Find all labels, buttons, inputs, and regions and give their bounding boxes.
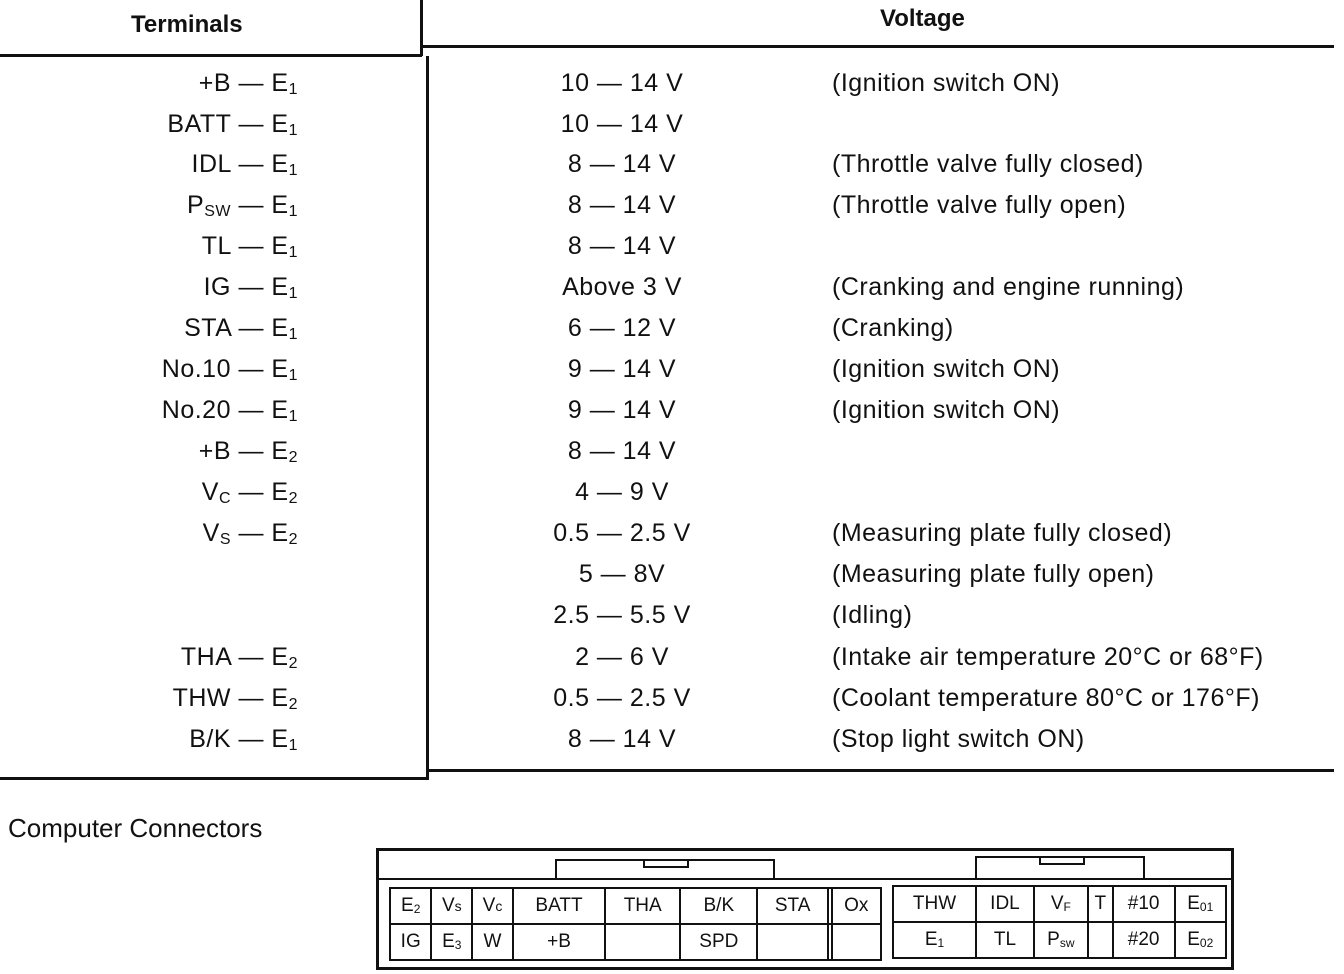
voltage-value: 8 — 14 V	[567, 191, 677, 219]
terminal-a: No.20	[161, 396, 231, 424]
terminal-a: P	[187, 191, 205, 219]
connector-row	[893, 886, 1226, 922]
connector-pin: IDL	[976, 886, 1034, 922]
connector-block-left	[389, 887, 882, 961]
dash-separator: —	[231, 684, 272, 712]
connector-pin: $E_{01}$	[1175, 886, 1226, 922]
connector-row	[390, 888, 881, 924]
dash-separator: —	[231, 643, 272, 671]
voltage-value: 9 — 14 V	[567, 396, 677, 424]
voltage-value: 9 — 14 V	[567, 355, 677, 383]
voltage-value: 10 — 14 V	[560, 110, 684, 138]
dash-separator: —	[231, 191, 272, 219]
terminal-b-subscript: 1	[288, 162, 298, 179]
test-condition: (Coolant temperature 80°C or 176°F)	[832, 684, 1260, 712]
terminal-b: E	[271, 684, 289, 712]
connector-pin: THW	[893, 886, 976, 922]
terminal-pair	[8, 725, 298, 755]
connector-block-right	[892, 885, 1227, 959]
connector-pin: SPD	[680, 924, 757, 960]
connector-pin	[757, 924, 827, 960]
dash-separator: —	[231, 478, 272, 506]
connector-pin: #20	[1113, 922, 1175, 958]
terminal-b-subscript: 2	[288, 655, 298, 672]
terminal-b-subscript: 1	[288, 326, 298, 343]
dash-separator: —	[231, 150, 272, 178]
connector-pin: $E_2$	[390, 888, 431, 924]
voltage-value: 0.5 — 2.5 V	[553, 519, 691, 547]
connector-pin: $V_F$	[1034, 886, 1088, 922]
connector-pin: $E_1$	[893, 922, 976, 958]
connector-pin	[1088, 922, 1113, 958]
test-condition: (Ignition switch ON)	[832, 69, 1061, 97]
terminal-b-subscript: 1	[288, 408, 298, 425]
terminal-b: E	[271, 69, 289, 97]
terminal-a: THA	[180, 643, 231, 671]
terminal-a: TL	[201, 232, 231, 260]
connector-pin: $P_{sw}$	[1034, 922, 1088, 958]
terminal-b-subscript: 1	[288, 285, 298, 302]
terminal-b-subscript: 1	[288, 203, 298, 220]
dash-separator: —	[231, 273, 272, 301]
terminal-a: IG	[203, 273, 231, 301]
terminal-a: STA	[184, 314, 231, 342]
connector-pin: #10	[1113, 886, 1175, 922]
terminal-b: E	[271, 232, 289, 260]
voltage-value: 8 — 14 V	[567, 437, 677, 465]
computer-connector-diagram	[376, 848, 1234, 970]
connector-pin: THA	[605, 888, 680, 924]
terminal-b-subscript: 1	[288, 367, 298, 384]
connector-pin: IG	[390, 924, 431, 960]
voltage-value: Above 3 V	[562, 273, 682, 301]
connector-pin: BATT	[513, 888, 605, 924]
terminal-b-subscript: 2	[288, 449, 298, 466]
connector-pin: Vs	[431, 888, 472, 924]
terminal-a-subscript: C	[218, 490, 231, 507]
test-condition: (Ignition switch ON)	[832, 355, 1061, 383]
terminal-b: E	[271, 725, 289, 753]
terminal-b-subscript: 1	[288, 244, 298, 261]
connector-pin: W	[472, 924, 513, 960]
connector-pin: T	[1088, 886, 1113, 922]
connector-pin: Vc	[472, 888, 513, 924]
voltage-value: 8 — 14 V	[567, 232, 677, 260]
connector-pin: $E_{02}$	[1175, 922, 1226, 958]
terminal-pair	[8, 232, 298, 262]
terminal-b: E	[271, 273, 289, 301]
test-condition: (Cranking)	[832, 314, 954, 342]
dash-separator: —	[231, 437, 272, 465]
terminal-b: E	[271, 437, 289, 465]
connectors-title: Computer Connectors	[8, 813, 263, 843]
terminal-b: E	[271, 314, 289, 342]
terminal-b: E	[271, 478, 289, 506]
connector-pin: +B	[513, 924, 605, 960]
terminal-b: E	[271, 519, 289, 547]
test-condition: (Throttle valve fully closed)	[832, 150, 1144, 178]
test-condition: (Idling)	[832, 601, 913, 629]
bottom-rule-left	[0, 777, 428, 780]
terminal-pair	[8, 684, 298, 714]
test-condition: (Ignition switch ON)	[832, 396, 1061, 424]
voltage-value: 8 — 14 V	[567, 725, 677, 753]
terminal-a: No.10	[161, 355, 231, 383]
voltage-value: 8 — 14 V	[567, 150, 677, 178]
terminal-pair	[8, 643, 298, 673]
dash-separator: —	[231, 110, 272, 138]
terminal-b-subscript: 2	[288, 696, 298, 713]
terminal-pair	[8, 355, 298, 385]
dash-separator: —	[231, 396, 272, 424]
voltage-header: Voltage	[880, 5, 965, 32]
dash-separator: —	[231, 232, 272, 260]
terminal-pair	[8, 478, 298, 508]
terminal-b: E	[271, 110, 289, 138]
connector-pin: TL	[976, 922, 1034, 958]
terminal-pair	[8, 110, 298, 140]
connector-pin	[832, 924, 881, 960]
terminal-pair	[8, 314, 298, 344]
terminal-a: V	[201, 478, 219, 506]
connector-pin: B/K	[680, 888, 757, 924]
test-condition: (Cranking and engine running)	[832, 273, 1185, 301]
terminal-b: E	[271, 643, 289, 671]
voltage-value: 6 — 12 V	[567, 314, 677, 342]
dash-separator: —	[231, 314, 272, 342]
test-condition: (Stop light switch ON)	[832, 725, 1085, 753]
connector-pin: Ox	[832, 888, 881, 924]
connector-row	[390, 924, 881, 960]
connector-latch-left-slot	[643, 859, 689, 868]
terminal-b: E	[271, 355, 289, 383]
terminal-pair	[8, 437, 298, 467]
terminal-pair	[8, 396, 298, 426]
terminal-a-subscript: S	[219, 531, 231, 548]
connector-row	[893, 922, 1226, 958]
dash-separator: —	[231, 69, 272, 97]
voltage-value: 2 — 6 V	[575, 643, 669, 671]
bottom-rule-right	[428, 769, 1334, 772]
voltage-value: 0.5 — 2.5 V	[553, 684, 691, 712]
terminal-b-subscript: 1	[288, 737, 298, 754]
voltage-value: 2.5 — 5.5 V	[553, 601, 691, 629]
terminals-header: Terminals	[131, 11, 243, 38]
terminal-pair	[8, 519, 298, 549]
terminal-a: B/K	[189, 725, 231, 753]
connector-pin	[605, 924, 680, 960]
test-condition: (Measuring plate fully closed)	[832, 519, 1173, 547]
terminal-b-subscript: 2	[288, 531, 298, 548]
terminal-pair	[8, 150, 298, 180]
terminal-a: BATT	[167, 110, 231, 138]
terminal-a: +B	[198, 69, 231, 97]
connector-latch-right-slot	[1039, 856, 1085, 865]
terminal-a-subscript: SW	[204, 203, 231, 220]
terminal-pair	[8, 273, 298, 303]
terminal-a: THW	[172, 684, 231, 712]
dash-separator: —	[231, 725, 272, 753]
header-rule-left	[0, 54, 422, 57]
header-rule-right	[422, 45, 1334, 48]
terminal-a: IDL	[191, 150, 231, 178]
voltage-value: 5 — 8V	[578, 560, 666, 588]
terminal-b-subscript: 2	[288, 490, 298, 507]
voltage-value: 4 — 9 V	[575, 478, 669, 506]
terminal-b: E	[271, 396, 289, 424]
dash-separator: —	[231, 355, 272, 383]
terminal-a: V	[202, 519, 220, 547]
test-condition: (Measuring plate fully open)	[832, 560, 1155, 588]
test-condition: (Intake air temperature 20°C or 68°F)	[832, 643, 1264, 671]
vertical-rule-lower	[426, 56, 429, 780]
terminal-b: E	[271, 191, 289, 219]
connector-pin: STA	[757, 888, 827, 924]
voltage-value: 10 — 14 V	[560, 69, 684, 97]
terminal-pair	[8, 69, 298, 99]
test-condition: (Throttle valve fully open)	[832, 191, 1127, 219]
terminal-pair	[8, 191, 298, 221]
dash-separator: —	[231, 519, 272, 547]
terminal-b-subscript: 1	[288, 122, 298, 139]
terminal-b-subscript: 1	[288, 81, 298, 98]
connector-pin: $E_3$	[431, 924, 472, 960]
terminal-a: +B	[198, 437, 231, 465]
terminal-b: E	[271, 150, 289, 178]
